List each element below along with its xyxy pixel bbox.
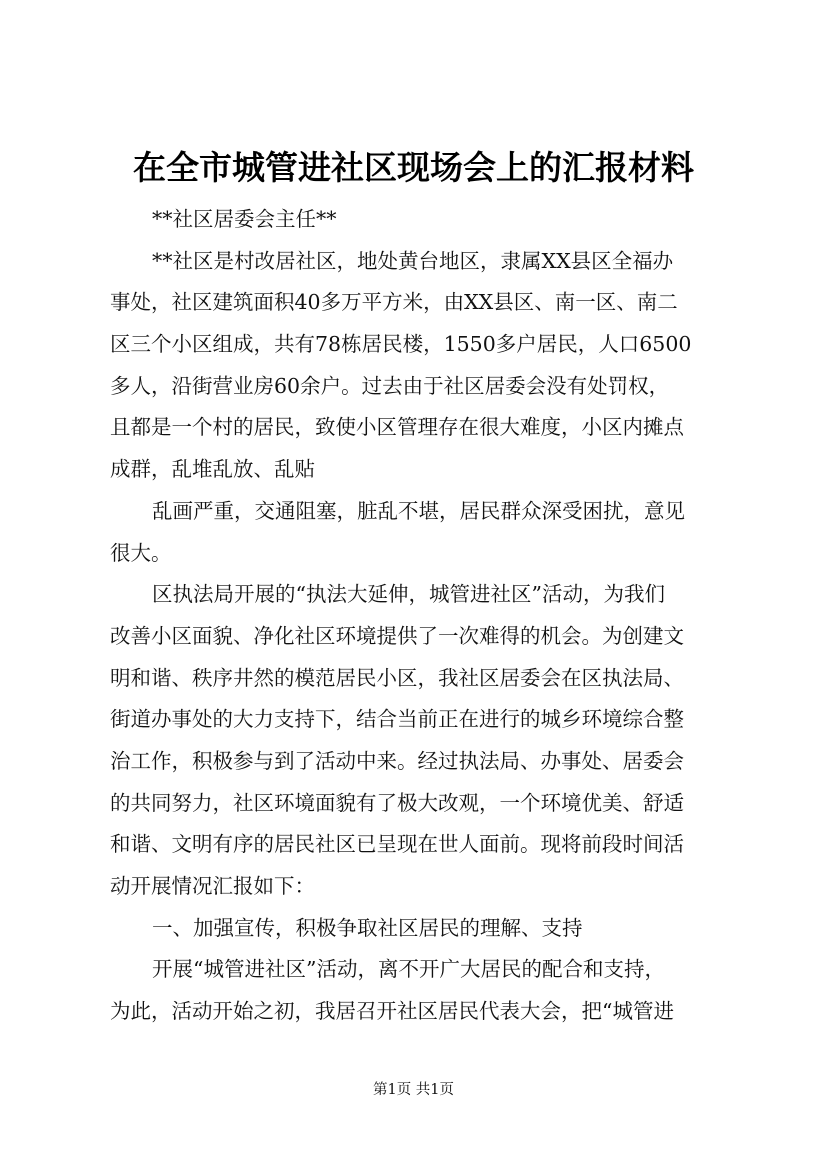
body-line: 乱画严重，交通阻塞，脏乱不堪，居民群众深受困扰，意见 [152,498,685,523]
body-line: **社区是村改居社区，地处黄台地区，隶属XX县区全福办 [152,248,674,273]
body-line: 的共同努力，社区环境面貌有了极大改观，一个环境优美、舒适 [110,790,684,815]
body-line: 治工作，积极参与到了活动中来。经过执法局、办事处、居委会 [110,748,684,773]
body-line: 很大。 [110,540,172,565]
body-line: 改善小区面貌、净化社区环境提供了一次难得的机会。为创建文 [110,623,684,648]
body-line: 且都是一个村的居民，致使小区管理存在很大难度，小区内摊点 [110,415,684,440]
body-line: 区三个小区组成，共有78栋居民楼，1550多户居民，人口6500 [110,332,692,357]
body-line: 开展“城管进社区”活动，离不开广大居民的配合和支持， [152,957,665,982]
body-line: 和谐、文明有序的居民社区已呈现在世人面前。现将前段时间活 [110,832,684,857]
body-line: **社区居委会主任** [152,207,337,231]
document-title: 在全市城管进社区现场会上的汇报材料 [133,148,694,187]
body-line: 成群，乱堆乱放、乱贴 [110,457,315,482]
body-line: 多人，沿街营业房60余户。过去由于社区居委会没有处罚权， [110,373,670,398]
body-line: 为此，活动开始之初，我居召开社区居民代表大会，把“城管进 [110,999,674,1024]
body-line: 动开展情况汇报如下： [110,874,315,898]
body-line: 区执法局开展的“执法大延伸，城管进社区”活动，为我们 [152,582,665,607]
body-line: 街道办事处的大力支持下，结合当前正在进行的城乡环境综合整 [110,707,684,732]
section-heading: 一、加强宣传，积极争取社区居民的理解、支持 [152,915,583,940]
body-line: 事处，社区建筑面积40多万平方米，由XX县区、南一区、南二 [110,290,678,315]
document-body [110,199,740,1033]
page-footer: 第1页 共1页 [372,1082,455,1098]
body-line: 明和谐、秩序井然的模范居民小区，我社区居委会在区执法局、 [110,665,684,690]
